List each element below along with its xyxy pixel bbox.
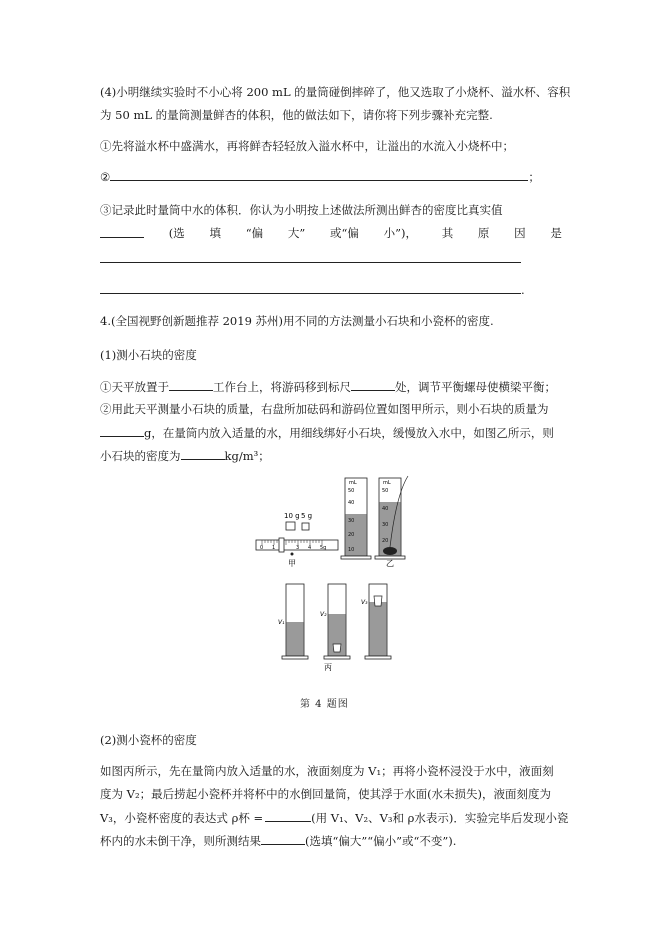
text-seg: 原	[477, 226, 490, 240]
cup-sunk-icon	[333, 644, 341, 652]
text-seg: (选	[168, 226, 185, 240]
text-seg: (选填“偏大”“偏小”或“不变”).	[305, 834, 457, 848]
step2-suffix: ；	[528, 170, 540, 184]
q4-4-line2: 为 50 mL 的量筒测量鲜杏的体积，他的做法如下，请你将下列步骤补充完整.	[100, 108, 493, 122]
answer-blank-step2[interactable]	[110, 168, 528, 181]
figure-jia	[256, 512, 338, 568]
ruler-tick-1: 1	[272, 545, 276, 551]
cyl2-tick-30: 30	[382, 522, 389, 528]
weight-10g-icon	[286, 522, 295, 530]
q4-4-step3-line2	[100, 225, 562, 241]
label-v1: V₁	[278, 619, 285, 626]
experiment-figure	[248, 472, 413, 672]
answer-blank-result[interactable]	[261, 832, 305, 845]
label-v3: V₃	[361, 599, 368, 606]
cylinder-with-stone	[375, 476, 408, 568]
rider-icon	[279, 538, 284, 552]
weight-5g-icon	[302, 523, 309, 530]
text-seg: g，在量筒内放入适量的水，用细线绑好小石块，缓慢放入水中，如图乙所示，则	[144, 426, 554, 440]
part2-line3	[100, 809, 568, 826]
text-seg: 小石块的密度为	[100, 449, 181, 463]
label-jia: 甲	[288, 559, 296, 568]
cyl2-tick-40: 40	[382, 506, 389, 512]
text-seg: 填	[209, 226, 221, 240]
cyl1-tick-20: 20	[348, 532, 355, 538]
text-seg: 其	[441, 226, 454, 240]
text-seg: 工作台上，将游码移到标尺	[213, 380, 351, 394]
q4-4-line1: (4)小明继续实验时不小心将 200 mL 的量筒碰倒摔碎了，他又选取了小烧杯、溢水杯、容积	[100, 85, 571, 99]
cylinder-before	[341, 478, 371, 559]
q4-4-step1: ①先将溢水杯中盛满水，再将鲜杏轻轻放入溢水杯中，让溢出的水流入小烧杯中；	[100, 139, 514, 153]
part2-line1: 如图丙所示，先在量筒内放入适量的水，液面刻度为 V₁；再将小瓷杯浸没于水中，液面刻	[100, 764, 554, 778]
part2-line4	[100, 832, 456, 849]
answer-blank-zero[interactable]	[351, 378, 395, 391]
text-seg: 杯内的水未倒干净，则所测结果	[100, 834, 261, 848]
part1-line1	[100, 378, 556, 395]
label-bing: 丙	[324, 663, 332, 672]
ruler-tick-0: 0	[260, 545, 264, 551]
figure-bing	[278, 584, 391, 672]
text-seg: 或“偏	[329, 226, 359, 240]
part1-line2: ②用此天平测量小石块的质量，右盘所加砝码和游码位置如图甲所示，则小石块的质量为	[100, 402, 549, 416]
cyl1-tick-40: 40	[348, 500, 355, 506]
answer-line-reason-1[interactable]	[100, 262, 521, 263]
answer-blank-bias[interactable]	[100, 225, 144, 238]
weight-5g-label: 5 g	[301, 512, 313, 520]
part1-line4	[100, 447, 270, 464]
text-seg: (用 V₁、V₂、V₃和 ρ水表示)．实验完毕后发现小瓷	[311, 811, 569, 825]
weight-10g-label: 10 g	[284, 512, 300, 520]
answer-blank-mass[interactable]	[100, 424, 144, 437]
text-seg: “偏	[245, 226, 264, 240]
answer-line-reason-2[interactable]	[100, 293, 521, 294]
text-seg: 是	[550, 226, 562, 240]
question-4-heading: 4.(全国视野创新题推荐 2019 苏州)用不同的方法测量小石块和小瓷杯的密度.	[100, 314, 494, 328]
label-yi: 乙	[386, 559, 394, 568]
figure-svg	[248, 472, 413, 672]
cyl1-unit: mL	[349, 480, 357, 486]
q4-4-step3-line1: ③记录此时量筒中水的体积．你认为小明按上述做法所测出鲜杏的密度比真实值	[100, 203, 503, 217]
cyl1-tick-30: 30	[348, 518, 355, 524]
ruler-tick-4: 4	[308, 545, 312, 551]
pointer-icon	[291, 553, 294, 556]
part2-line2: 度为 V₂；最后捞起小瓷杯并将杯中的水倒回量筒，使其浮于水面(水未损失)，液面刻度为	[100, 787, 552, 801]
text-seg: kg/m³；	[224, 449, 270, 463]
label-v2: V₂	[320, 611, 327, 618]
text-seg: 因	[514, 226, 526, 240]
text-seg: ①天平放置于	[100, 380, 169, 394]
answer-blank-density[interactable]	[181, 447, 225, 460]
part2-title: (2)测小瓷杯的密度	[100, 733, 197, 747]
q4-4-step2	[100, 168, 540, 185]
ruler-tick-3: 3	[296, 545, 300, 551]
figure-caption: 第 4 题图	[300, 699, 349, 710]
cup-floating-icon	[374, 596, 382, 606]
text-seg: V₃，小瓷杯密度的表达式 ρ杯 =	[100, 811, 264, 825]
stone-icon	[383, 547, 397, 555]
answer-blank-surface[interactable]	[169, 378, 213, 391]
text-seg: 处，调节平衡螺母使横梁平衡；	[395, 380, 556, 394]
end-period: .	[521, 283, 525, 297]
cyl2-tick-20: 20	[382, 538, 389, 544]
text-seg: 大”	[287, 226, 306, 240]
text-seg: 小”)，	[383, 226, 417, 240]
ruler-tick-5: 5g	[320, 545, 327, 551]
part1-title: (1)测小石块的密度	[100, 348, 197, 362]
part1-line3	[100, 424, 554, 441]
step2-prefix: ②	[100, 170, 111, 184]
cyl1-tick-50: 50	[348, 488, 355, 494]
answer-blank-expression[interactable]	[265, 809, 311, 822]
cyl2-tick-50: 50	[382, 488, 389, 494]
cyl1-tick-10: 10	[348, 547, 355, 553]
cyl2-unit: mL	[383, 480, 391, 486]
